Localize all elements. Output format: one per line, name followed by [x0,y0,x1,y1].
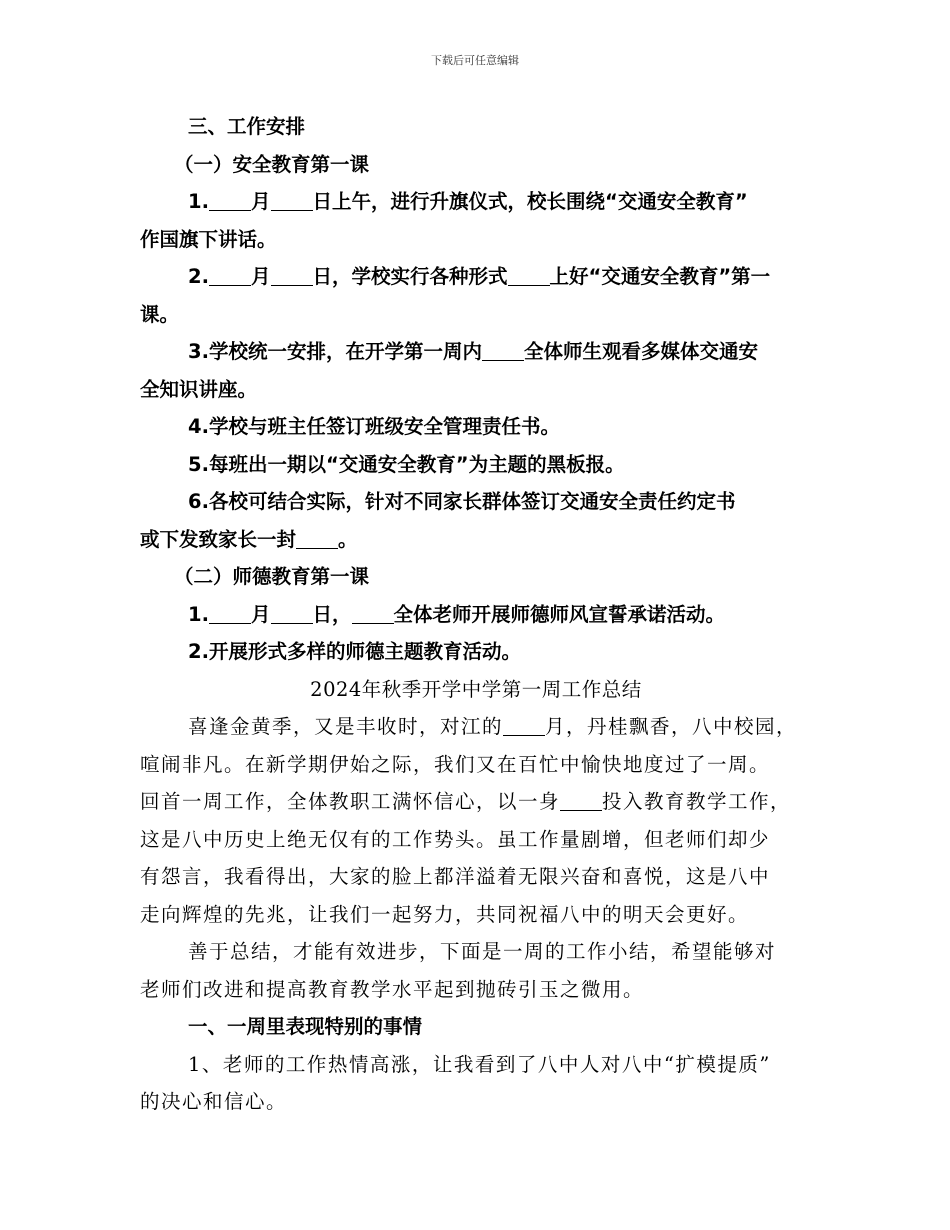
paragraph-line: 走向辉煌的先兆，让我们一起努力，共同祝福八中的明天会更好。 [140,902,750,926]
blank-line [209,191,251,211]
paragraph-line: 喧闹非凡。在新学期伊始之际，我们又在百忙中愉快地度过了一周。 [140,752,771,776]
document-body [140,108,812,1121]
subsection-heading: （一）安全教育第一课 [174,152,370,176]
list-item: 1. 月 日上午，进行升旗仪式，校长围绕“交通安全教育” [188,190,748,213]
blank-line [560,791,602,811]
paragraph-line: 老师们改进和提高教育教学水平起到抛砖引玉之微用。 [140,977,645,1001]
list-item: 4.学校与班主任签订班级安全管理责任书。 [188,415,560,438]
blank-line [508,266,550,286]
blank-line [209,604,251,624]
paragraph-line: 有怨言，我看得出，大家的脸上都洋溢着无限兴奋和喜悦，这是八中 [140,865,771,888]
list-item-continued: 课。 [140,302,180,326]
list-item: 1. 月 日， 全体老师开展师德师风宣誓承诺活动。 [188,602,726,626]
list-item: 3.学校统一安排，在开学第一周内 全体师生观看多媒体交通安 [188,340,758,363]
page-header-note: 下载后可任意编辑 [431,54,519,67]
blank-line [352,604,394,624]
paragraph-line: 善于总结，才能有效进步，下面是一周的工作小结，希望能够对 [188,940,777,963]
blank-line [296,529,338,549]
paragraph-line: 1、老师的工作热情高涨，让我看到了八中人对八中“扩模提质” [188,1052,771,1076]
list-item-continued: 作国旗下讲话。 [140,227,277,251]
list-item: 2. 月 日，学校实行各种形式 上好“交通安全教育”第一 [188,265,771,288]
blank-line [271,604,313,624]
list-item: 5.每班出一期以“交通安全教育”为主题的黑板报。 [188,452,625,476]
list-item-continued: 全知识讲座。 [140,377,258,401]
paragraph-line: 的决心和信心。 [140,1090,288,1113]
list-item-continued: 或下发致家长一封 。 [140,527,358,551]
blank-line [482,341,524,361]
paragraph-line: 回首一周工作，全体教职工满怀信心，以一身 投入教育教学工作， [140,790,792,813]
blank-line [209,266,251,286]
list-item: 6.各校可结合实际，针对不同家长群体签订交通安全责任约定书 [188,490,736,513]
subsection-heading: （二）师德教育第一课 [174,565,370,588]
list-item: 2.开展形式多样的师德主题教育活动。 [188,640,521,663]
section-heading: 三、工作安排 [188,115,306,138]
paragraph-line: 这是八中历史上绝无仅有的工作势头。虽工作量剧增，但老师们却少 [140,827,771,851]
document-title: 2024年秋季开学中学第一周工作总结 [310,677,642,701]
blank-line [271,191,313,211]
paragraph-line: 喜逢金黄季，又是丰收时，对江的 月，丹桂飘香，八中校园， [188,715,798,738]
blank-line [271,266,313,286]
blank-line [503,716,545,736]
section-heading: 一、一周里表现特别的事情 [188,1015,423,1038]
